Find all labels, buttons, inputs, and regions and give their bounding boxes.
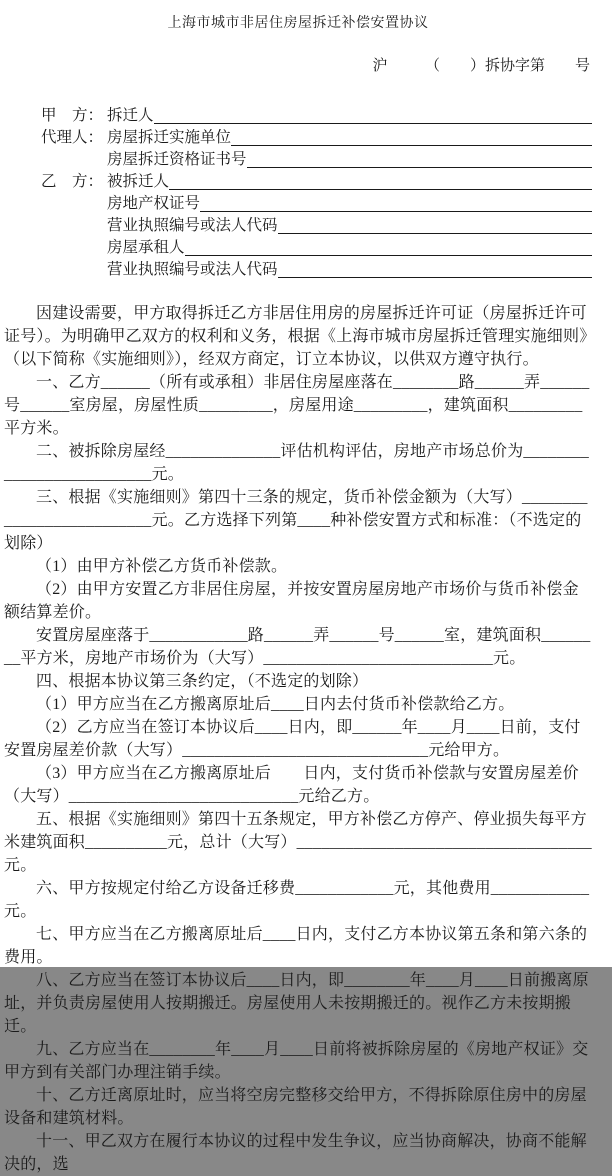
party-field-label: 房屋拆迁实施单位 [107,129,232,146]
party-field-label: 房地产权证号 [107,195,201,212]
paragraph: （3）甲方应当在乙方搬离原址后 日内，支付货币补偿款与安置房屋差价（大写）____________________________元给乙方。 [4,765,579,805]
party-blank-line [169,189,592,190]
paragraph: 三、根据《实施细则》第四十三条的规定，货币补偿金额为（大写）__________________________元。乙方选择下列第____种补偿安置方式和标准：（不选定的划除） [4,489,588,552]
parties-block [41,104,592,280]
party-field-label: 营业执照编号或法人代码 [107,217,278,234]
paragraph: 八、乙方应当在签订本协议后____日内，即________年____月____日前搬离原址，并负责房屋使用人按期搬迁。房屋使用人未按期搬迁的。视作乙方未按期搬迁。 [4,972,589,1035]
party-row [41,104,592,126]
party-row [41,148,592,170]
paragraph: 九、乙方应当在________年____月____日前将被拆除房屋的《房地产权证》交甲方到有关部门办理注销手续。 [4,1041,589,1081]
party-blank-line [247,167,592,168]
party-blank-line [154,123,592,124]
paragraph: 因建设需要，甲方取得拆迁乙方非居住用房的房屋拆迁许可证（房屋拆迁许可证号）。为明确甲乙双方的权利和义务，根据《上海市城市房屋拆迁管理实施细则》（以下简称《实施细则》），经双方商定，订立本协议，以供双方遵守执行。 [4,305,588,368]
paragraph: 十、乙方迁离原址时，应当将空房完整移交给甲方，不得拆除原住房中的房屋设备和建筑材料。 [4,1087,587,1127]
paragraph: 十一、甲乙双方在履行本协议的过程中发生争议，应当协商解决，协商不能解决的，选 [4,1133,587,1173]
party-blank-line [200,211,592,212]
paragraph: 七、甲方应当在乙方搬离原址后____日内，支付乙方本协议第五条和第六条的费用。 [4,926,588,966]
party-row [41,192,592,214]
party-row [41,126,592,148]
party-row [41,236,592,258]
party-field-label: 营业执照编号或法人代码 [107,261,278,278]
party-row [41,170,592,192]
party-field-label: 房屋拆迁资格证书号 [107,151,247,168]
agreement-body [4,302,592,1176]
document-title: 上海市城市非居住房屋拆迁补偿安置协议 [167,16,429,31]
paragraph: 安置房屋座落于____________路______弄______号______室，建筑面积________平方米，房地产市场价为（大写）____________________________元。 [4,627,591,667]
party-blank-line [278,277,592,278]
paragraph: （1）甲方应当在乙方搬离原址后____日内去付货币补偿款给乙方。 [36,696,515,713]
party-field-label: 拆迁人 [107,107,154,124]
party-blank-line [278,233,592,234]
paragraph: （1）由甲方补偿乙方货币补偿款。 [36,558,288,575]
party-field-label: 被拆迁人 [107,173,170,190]
party-row [41,214,592,236]
paragraph: （2）乙方应当在签订本协议后____日内，即______年____月____日前，支付安置房屋差价款（大写）______________________________元给甲方。 [4,719,581,759]
paragraph: 一、乙方______（所有或承租）非居住房屋座落在________路______弄______号______室房屋，房屋性质_________，房屋用途_________，建筑面积_________平方米。 [4,374,590,437]
paragraph: 四、根据本协议第三条约定，（不选定的划除） [36,673,369,690]
document-number-line: 沪 （ ）拆协字第 号 [372,58,590,74]
paragraph: （2）由甲方安置乙方非居住房屋，并按安置房屋房地产市场价与货币补偿金额结算差价。 [4,581,579,621]
party-field-label: 房屋承租人 [107,239,185,256]
party-blank-line [185,255,592,256]
party-role-label: 乙 方： [41,173,104,190]
paragraph: 二、被拆除房屋经______________评估机构评估，房地产市场总价为__________________________元。 [4,443,590,483]
paragraph: 六、甲方按规定付给乙方设备迁移费____________元，其他费用____________元。 [4,880,590,920]
party-row [41,258,592,280]
party-role-label: 代理人： [41,129,104,146]
party-blank-line [231,145,592,146]
party-role-label: 甲 方： [41,107,104,124]
paragraph: 五、根据《实施细则》第四十五条规定，甲方补偿乙方停产、停业损失每平方米建筑面积__________元，总计（大写）____________________________________元。 [4,811,592,874]
